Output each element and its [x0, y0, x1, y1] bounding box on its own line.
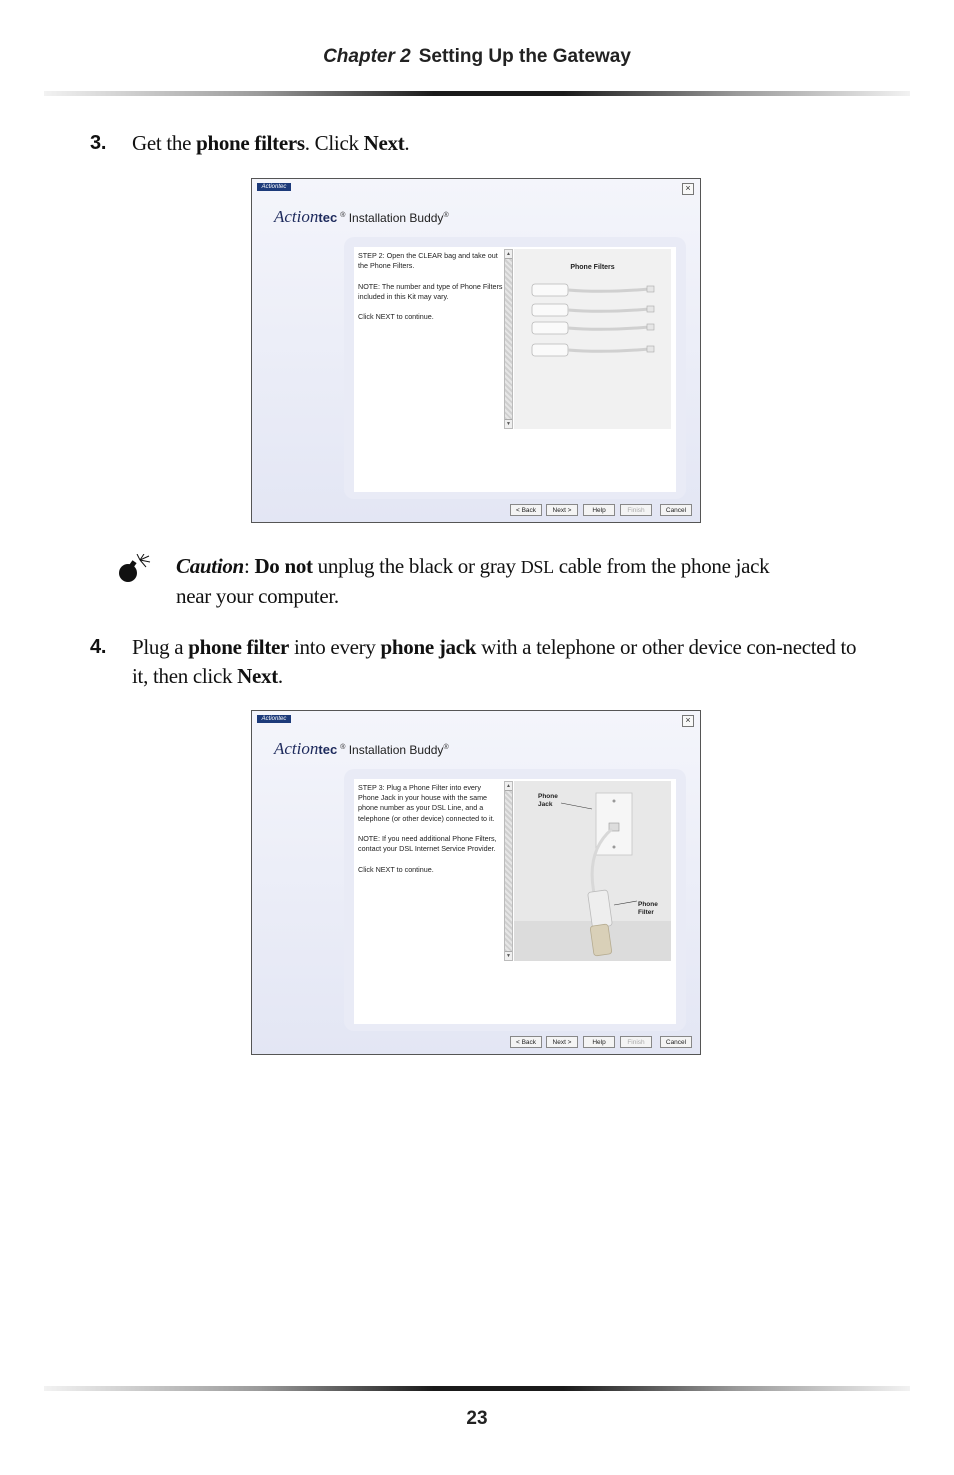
scrollbar[interactable] [504, 781, 513, 961]
step-text [132, 633, 862, 691]
chapter-title: Setting Up the Gateway [418, 46, 631, 67]
page-header [0, 46, 954, 68]
instruction-text: STEP 2: Open the CLEAR bag and take out the Phone Filters. NOTE: The number and type of Phone Filters included in this Kit may vary. Click NEXT to continue. [358, 251, 503, 322]
scroll-down-icon[interactable]: ▼ [506, 953, 511, 959]
actiontec-badge: Actiontec [257, 715, 291, 723]
next-button[interactable]: Next > [546, 1036, 578, 1048]
phone-jack-label [538, 793, 558, 809]
bold-term: Next [237, 664, 278, 688]
actiontec-badge: Actiontec [257, 183, 291, 191]
reg-mark: ® [340, 212, 346, 219]
bold-term: Do not [254, 554, 313, 578]
app-name: Installation Buddy [348, 211, 444, 225]
content-panel [344, 237, 686, 499]
installation-buddy-window-step2 [251, 178, 701, 523]
scroll-up-icon[interactable]: ▲ [506, 251, 511, 257]
reg-mark: ® [443, 744, 449, 751]
content-inner [354, 779, 676, 1024]
close-icon[interactable]: × [682, 183, 694, 195]
phone-filters-illustration [514, 249, 671, 429]
phone-filters-photo [514, 249, 671, 429]
help-button[interactable]: Help [583, 504, 615, 516]
photo-title: Phone Filters [570, 264, 615, 271]
bold-term: phone jack [380, 635, 477, 659]
chapter-number: Chapter 2 [323, 46, 411, 67]
scrollbar[interactable] [504, 249, 513, 429]
step-number: 3. [90, 132, 107, 154]
back-button[interactable]: < Back [510, 1036, 542, 1048]
reg-mark: ® [340, 744, 346, 751]
header-rule [44, 91, 910, 96]
text-run: with a telephone or other device con-nected to it, then click [132, 635, 857, 688]
bold-term: Next [363, 131, 405, 155]
scroll-down-icon[interactable]: ▼ [506, 421, 511, 427]
app-name: Installation Buddy [348, 743, 444, 757]
scroll-up-icon[interactable]: ▲ [506, 783, 511, 789]
reg-mark: ® [443, 212, 449, 219]
brand-tec: tec [318, 742, 338, 757]
caution-text [176, 552, 796, 611]
step-text [132, 129, 862, 158]
content-inner [354, 247, 676, 492]
text-run: . [277, 664, 283, 688]
text-run: into every [289, 635, 381, 659]
footer-rule [44, 1386, 910, 1391]
cancel-button[interactable]: Cancel [660, 1036, 692, 1048]
content-panel [344, 769, 686, 1031]
page-number: 23 [466, 1408, 488, 1429]
step-number: 4. [90, 636, 107, 658]
close-icon[interactable]: × [682, 715, 694, 727]
bold-term: phone filters [196, 131, 305, 155]
back-button[interactable]: < Back [510, 504, 542, 516]
label-line: Jack [538, 801, 553, 808]
finish-button[interactable]: Finish [620, 1036, 652, 1048]
phone-jack-photo [514, 781, 671, 961]
cancel-button[interactable]: Cancel [660, 504, 692, 516]
next-button[interactable]: Next > [546, 504, 578, 516]
label-line: Filter [638, 909, 654, 916]
text-run: . Click [304, 131, 364, 155]
app-brand [274, 207, 449, 227]
instruction-text: STEP 3: Plug a Phone Filter into every Phone Jack in your house with the same phone number as your DSL Line, and a telephone (or other device) connected to it. NOTE: If you need additional Phone Filters, contact your DSL Internet Service Provider. Click NEXT to continue. [358, 783, 497, 874]
text-run: cable from the phone jack near your computer. [176, 554, 770, 608]
label-line: Phone [538, 793, 558, 800]
caution-label: Caution [176, 554, 244, 578]
text-run: Plug a [132, 635, 189, 659]
text-run: Get the [132, 131, 197, 155]
dsl-abbr: DSL [520, 557, 554, 577]
finish-button[interactable]: Finish [620, 504, 652, 516]
brand-action: Action [274, 207, 319, 226]
installation-buddy-window-step3 [251, 710, 701, 1055]
brand-action: Action [274, 739, 319, 758]
bold-term: phone filter [188, 635, 290, 659]
text-run: : [243, 554, 255, 578]
label-line: Phone [638, 901, 658, 908]
phone-filter-label [638, 901, 658, 917]
text-run: . [404, 131, 410, 155]
text-run: unplug the black or gray [312, 554, 521, 578]
app-brand [274, 739, 449, 759]
brand-tec: tec [318, 210, 338, 225]
bomb-icon [116, 554, 152, 584]
help-button[interactable]: Help [583, 1036, 615, 1048]
